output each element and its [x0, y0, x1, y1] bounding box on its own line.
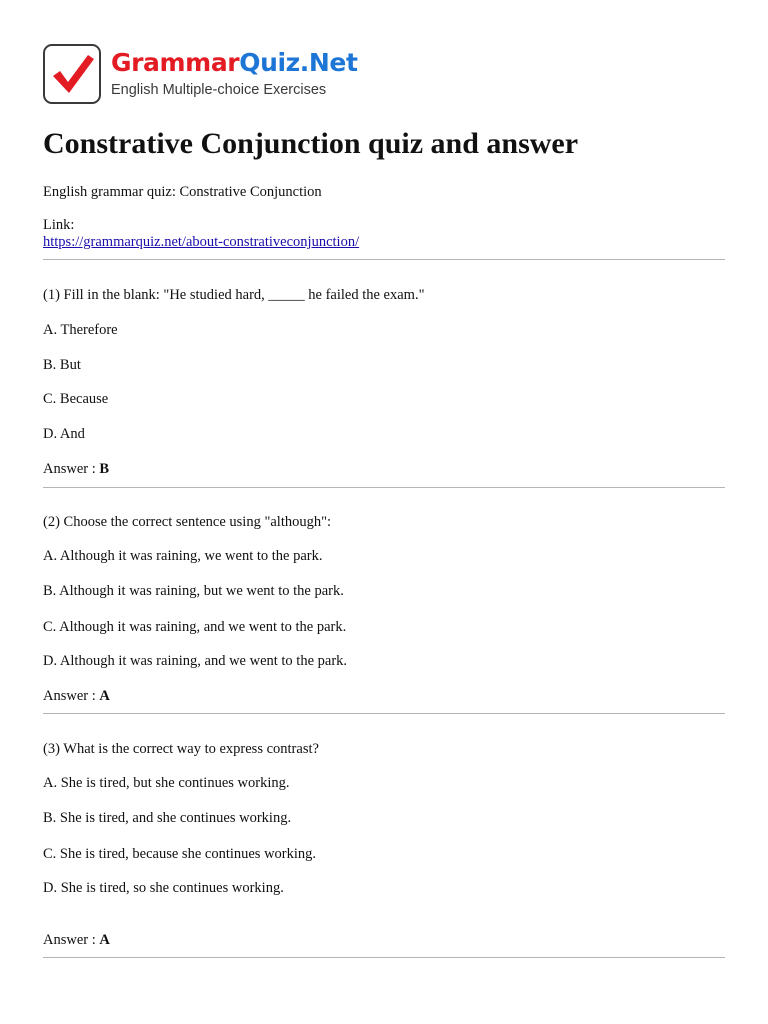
question-1-prompt: (1) Fill in the blank: "He studied hard, _____ he failed the exam." [43, 287, 425, 303]
question-1-answer [43, 461, 109, 478]
question-2-prompt: (2) Choose the correct sentence using "although": [43, 514, 332, 530]
site-logo[interactable] [43, 43, 373, 109]
question-2-option-b: B. Although it was raining, but we went to the park. [43, 583, 344, 599]
question-3-answer [43, 932, 110, 949]
question-2-option-c: C. Although it was raining, and we went to the park. [43, 619, 347, 635]
question-1-option-a: A. Therefore [43, 322, 118, 338]
question-2-option-a: A. Although it was raining, we went to the park. [43, 548, 323, 564]
question-1-option-b: B. But [43, 357, 81, 373]
brand-part-grammar: Grammar [111, 48, 240, 77]
brand-name [111, 49, 358, 77]
question-3-option-b: B. She is tired, and she continues working. [43, 810, 292, 826]
page-subtitle: English grammar quiz: Constrative Conjunction [43, 184, 322, 200]
question-3-option-d: D. She is tired, so she continues working. [43, 880, 284, 896]
brand-tagline: English Multiple-choice Exercises [111, 82, 327, 98]
answer-value: B [99, 461, 110, 477]
link-label: Link: [43, 217, 75, 233]
divider [43, 957, 725, 958]
question-3-option-c: C. She is tired, because she continues working. [43, 846, 317, 862]
answer-label: Answer : [43, 688, 96, 704]
logo-badge [43, 44, 101, 104]
source-link[interactable]: https://grammarquiz.net/about-constrativeconjunction/ [43, 234, 360, 250]
question-2-option-d: D. Although it was raining, and we went to the park. [43, 653, 348, 669]
answer-label: Answer : [43, 932, 96, 948]
checkmark-icon [49, 50, 97, 98]
page-title: Constrative Conjunction quiz and answer [43, 127, 579, 160]
answer-value: A [99, 688, 110, 704]
answer-label: Answer : [43, 461, 96, 477]
question-3-option-a: A. She is tired, but she continues working. [43, 775, 290, 791]
divider [43, 713, 725, 714]
question-3-prompt: (3) What is the correct way to express contrast? [43, 741, 319, 757]
question-1-option-c: C. Because [43, 391, 109, 407]
divider [43, 259, 725, 260]
answer-value: A [99, 932, 110, 948]
question-2-answer [43, 688, 110, 705]
divider [43, 487, 725, 488]
brand-part-quiz-net: Quiz.Net [239, 48, 358, 77]
question-1-option-d: D. And [43, 426, 85, 442]
